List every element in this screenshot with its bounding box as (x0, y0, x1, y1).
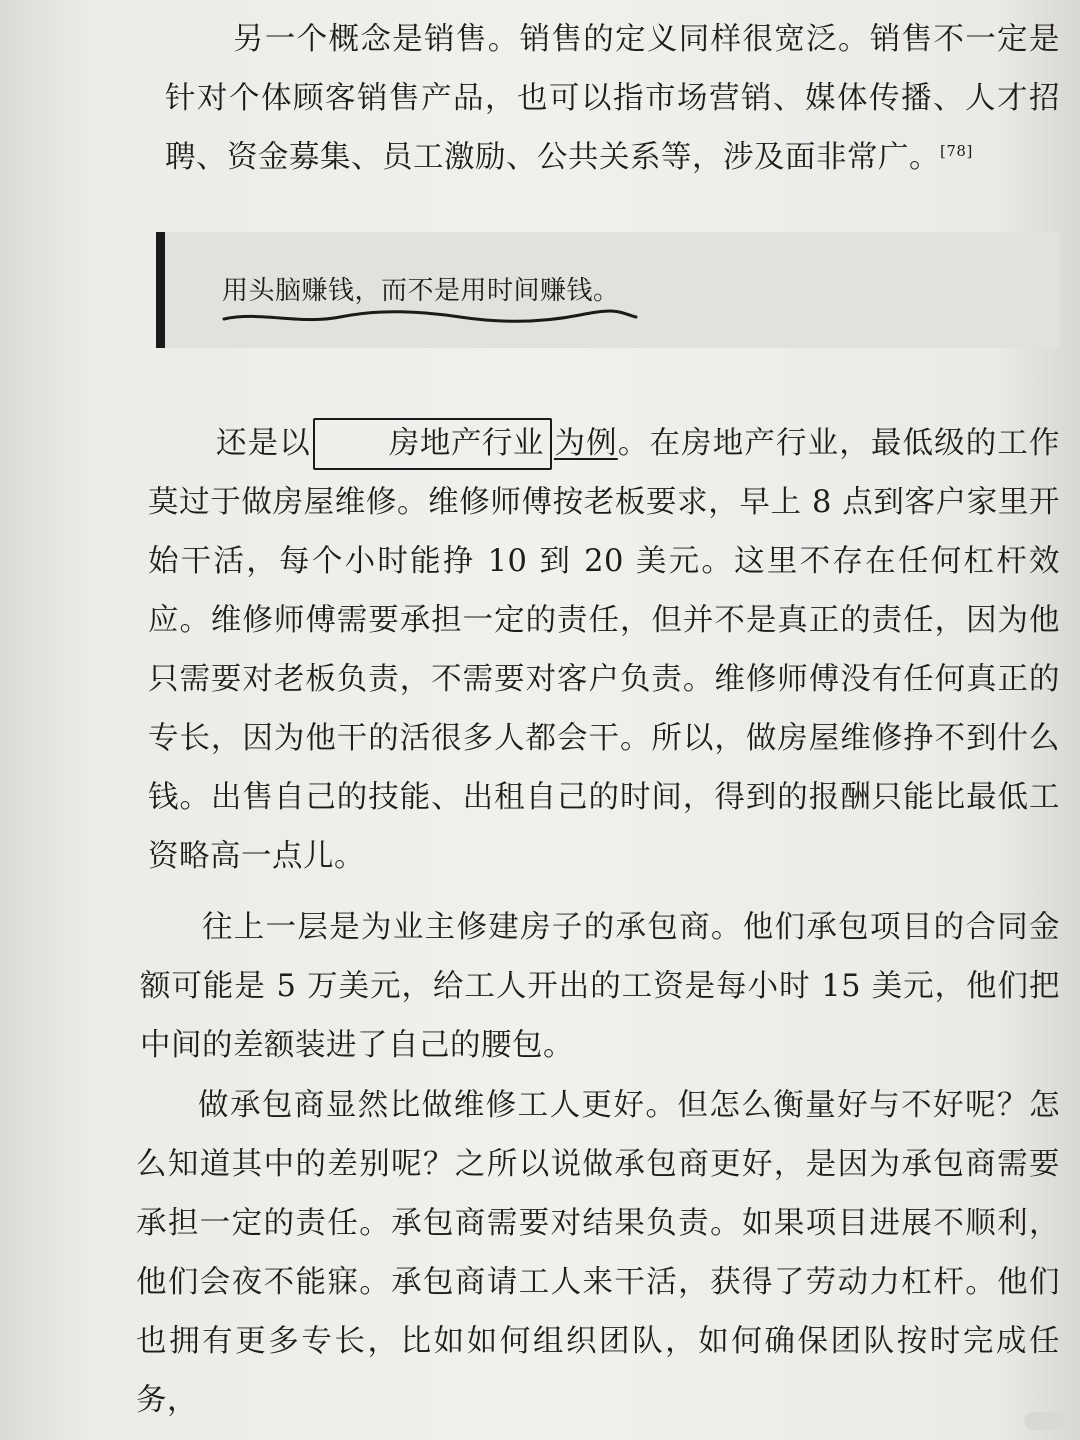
paragraph-real-estate (148, 414, 1060, 886)
real-estate-rest: 。在房地产行业，最低级的工作莫过于做房屋维修。维修师傅按老板要求，早上 8 点到客户家里开始干活，每个小时能挣 10 到 20 美元。这里不存在任何杠杆效应。维修师傅需要承担一定的责任，但并不是真正的责任，因为他只需要对老板负责，不需要对客户负责。维修师傅没有任何真正的专长，因为他干的活很多人都会干。所以，做房屋维修挣不到什么钱。出售自己的技能、出租自己的时间，得到的报酬只能比最低工资略高一点儿。 (148, 426, 1061, 874)
handwritten-underline (220, 305, 640, 329)
underlined-phrase: 为例 (553, 426, 618, 461)
paragraph-sales (165, 10, 1060, 187)
paragraph-contractor (140, 898, 1060, 1075)
pull-quote-text: 用头脑赚钱，而不是用时间赚钱。 (222, 276, 620, 306)
paragraph-text (148, 414, 1060, 886)
better-text: 做承包商显然比做维修工人更好。但怎么衡量好与不好呢？怎么知道其中的差别呢？之所以说做承包商更好，是因为承包商需要承担一定的责任。承包商需要对结果负责。如果项目进展不顺利，他们会夜不能寐。承包商请工人来干活，获得了劳动力杠杆。他们也拥有更多专长，比如如何组织团队，如何确保团队按时完成任务， (136, 1088, 1060, 1418)
sales-text: 另一个概念是销售。销售的定义同样很宽泛。销售不一定是针对个体顾客销售产品，也可以指市场营销、媒体传播、人才招聘、资金募集、员工激励、公共关系等，涉及面非常广。 (165, 22, 1060, 175)
paragraph-better (136, 1076, 1060, 1430)
real-estate-lead: 还是以 (216, 426, 311, 461)
pull-quote (156, 232, 1060, 348)
quote-bar (156, 232, 165, 348)
boxed-phrase: 房地产行业 (313, 418, 552, 470)
citation-marker: [78] (940, 141, 973, 160)
contractor-text: 往上一层是为业主修建房子的承包商。他们承包项目的合同金额可能是 5 万美元，给工人开出的工资是每小时 15 美元，他们把中间的差额装进了自己的腰包。 (140, 910, 1060, 1063)
paragraph-text (165, 10, 1060, 187)
corner-badge (1024, 1412, 1066, 1430)
